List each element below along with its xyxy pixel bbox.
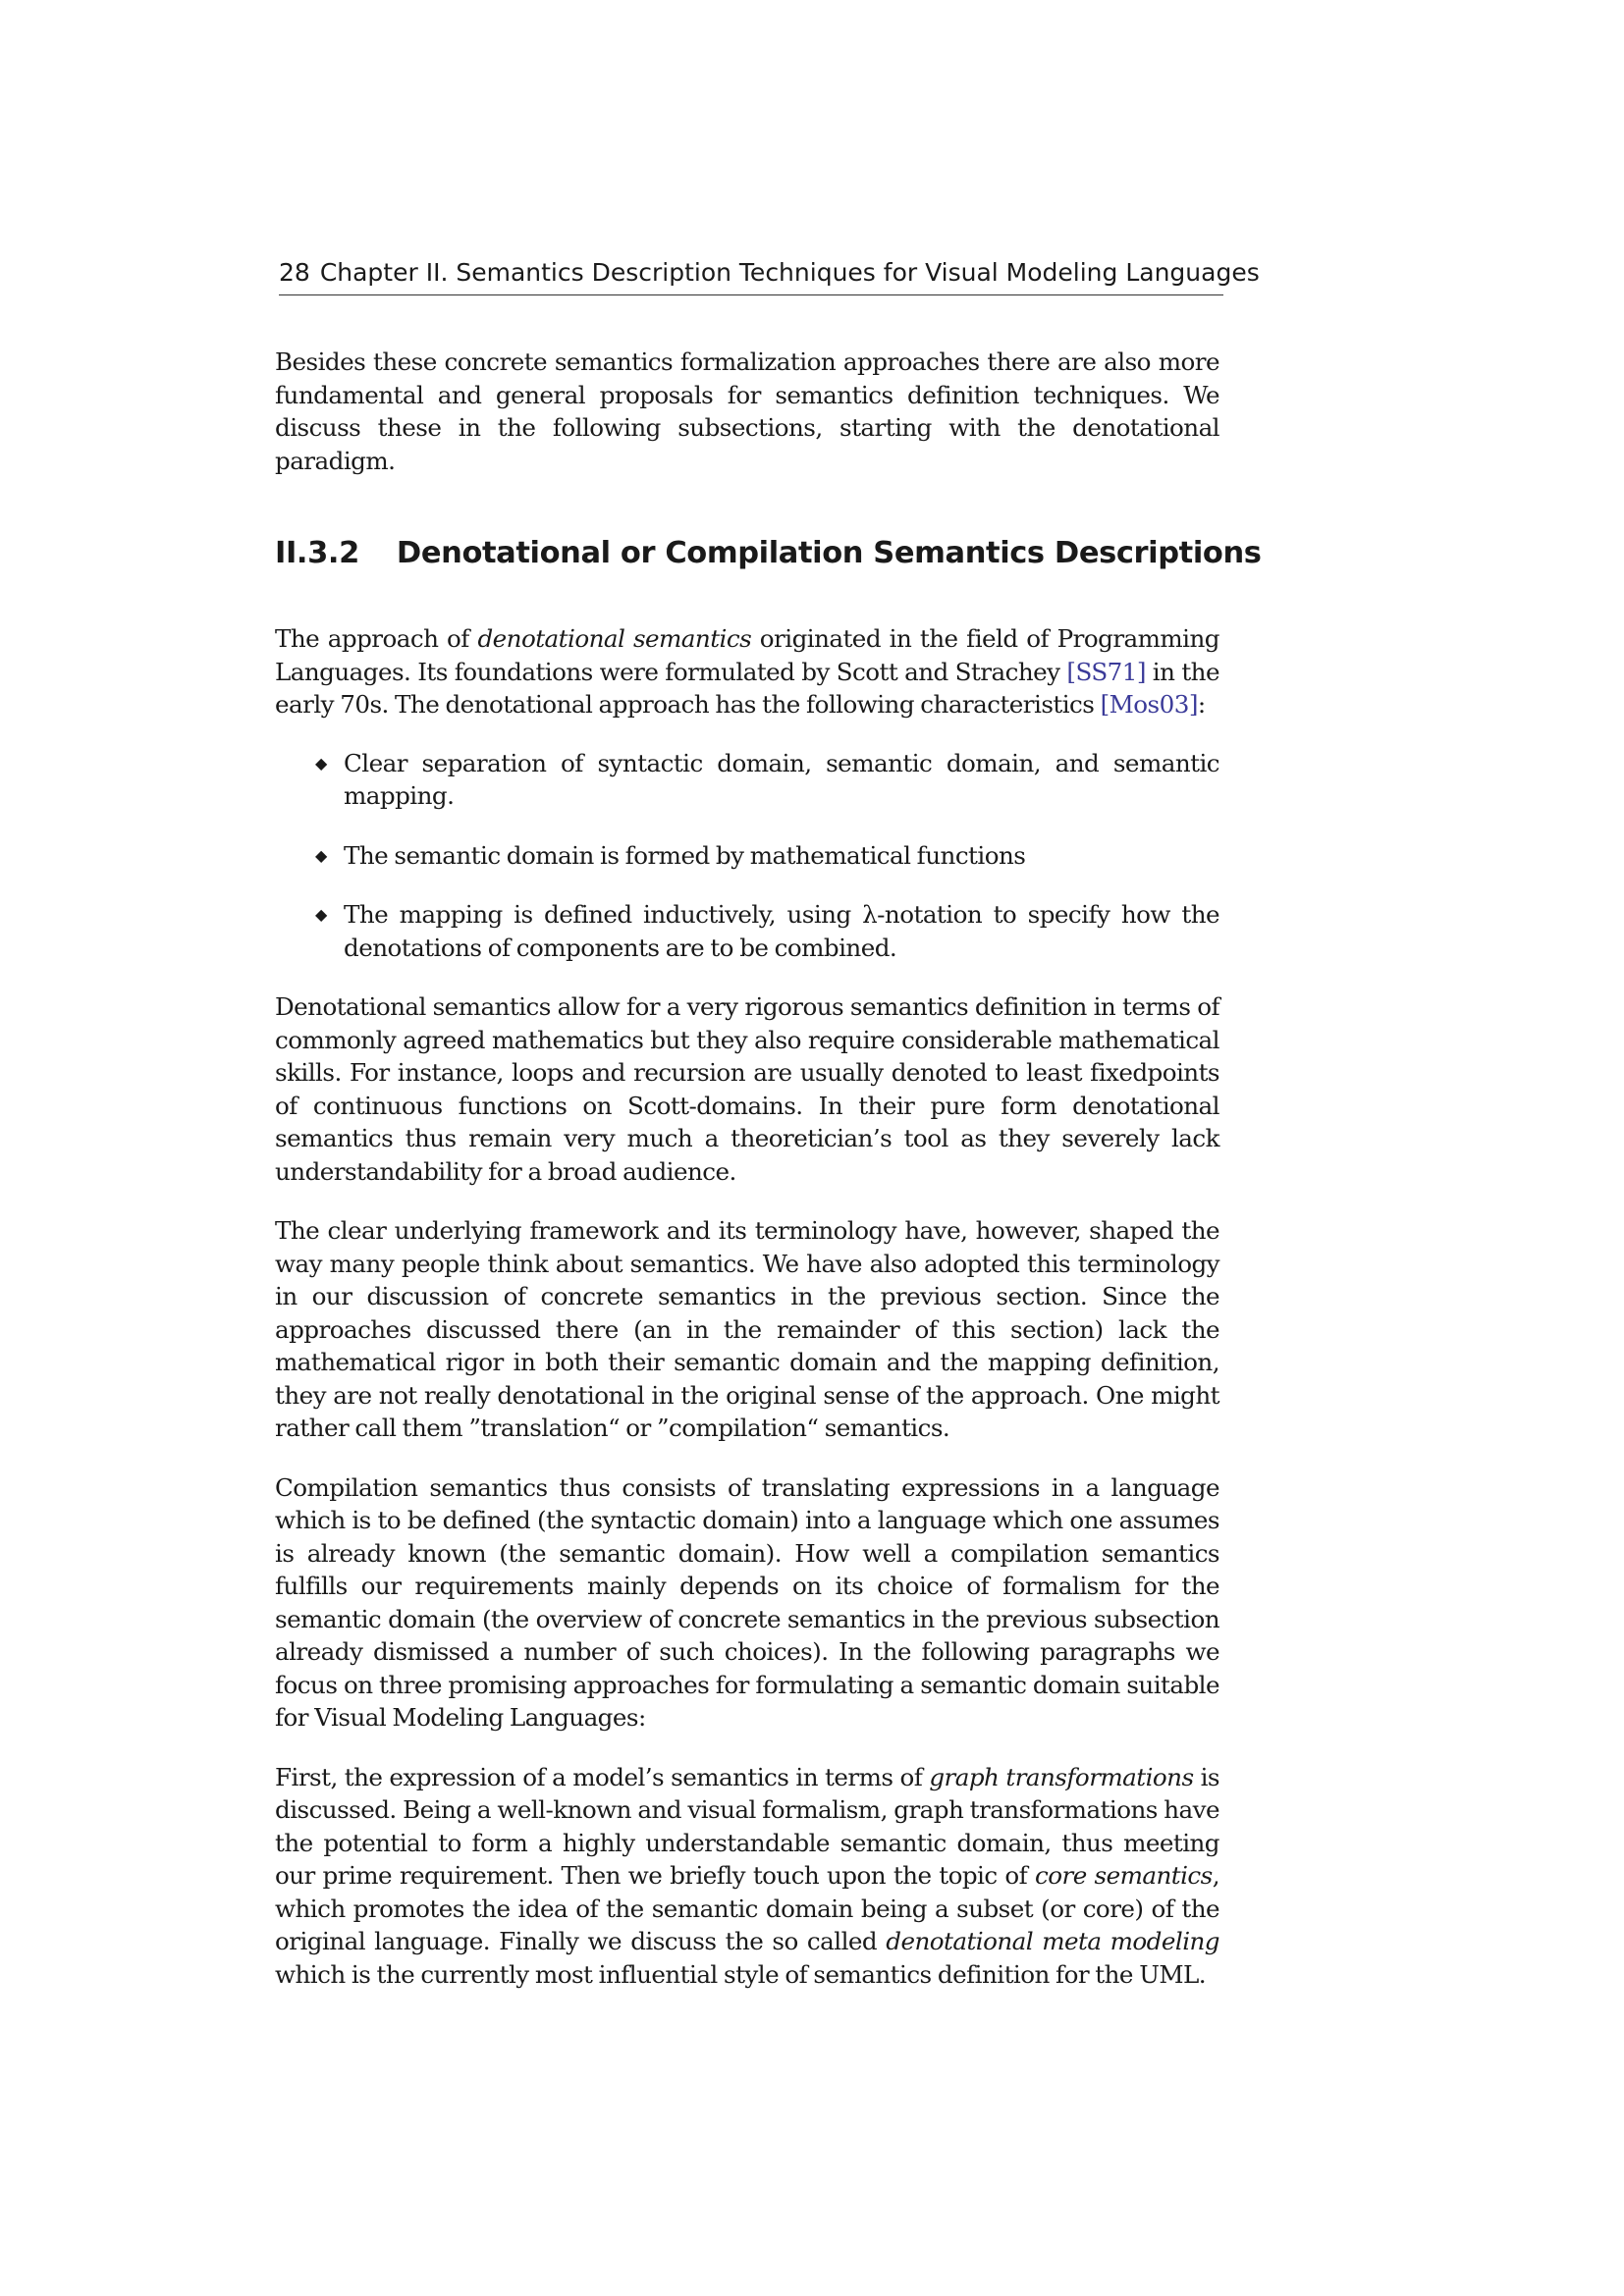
- term-denotational-meta-modeling: denotational meta modeling: [886, 1927, 1219, 1955]
- diamond-bullet-icon: ◆: [315, 753, 327, 773]
- running-header: [279, 255, 1260, 295]
- para5-text-b: is discussed. Being a well-known and visual formalism, graph transformations have the potential to form a highly understandable semantic domain, thus meeting our prime requirement. Then we briefly touch upon the topic of: [275, 1762, 1219, 1890]
- list-item: [315, 898, 1219, 964]
- term-denotational-semantics: denotational semantics: [477, 624, 752, 653]
- section-body: [275, 622, 1219, 1991]
- list-item-text: Clear separation of syntactic domain, semantic domain, and semantic mapping.: [344, 748, 1219, 810]
- citation-mos03[interactable]: [Mos03]: [1100, 690, 1198, 719]
- citation-ss71[interactable]: [SS71]: [1066, 657, 1146, 686]
- intro-paragraph: Besides these concrete semantics formalization approaches there are also more fundamental and general proposals for semantics definition techniques. We discuss these in the following subsections, starting with the denotational paradigm.: [275, 347, 1219, 475]
- diamond-bullet-icon: ◆: [315, 845, 327, 865]
- section-number: II.3.2: [275, 536, 359, 570]
- page-number: 28: [279, 258, 310, 287]
- list-item: [315, 747, 1219, 813]
- running-title: Chapter II. Semantics Description Techniques for Visual Modeling Languages: [319, 258, 1260, 287]
- intro-block: [275, 346, 1219, 477]
- paragraph-terminology: The clear underlying framework and its terminology have, however, shaped the way many people think about semantics. We have also adopted this terminology in our discussion of concrete semantics in the previous section. Since the approaches discussed there (an in the remainder of this section) lack the mathematical rigor in both their semantic domain and the mapping definition, they are not really denotational in the original sense of the approach. One might rather call them ”translation“ or ”compilation“ semantics.: [275, 1216, 1219, 1442]
- para1-text-c: in the early 70s. The denotational approach has the following characteristics: [275, 657, 1219, 719]
- paragraph-approaches: [275, 1761, 1219, 1992]
- para5-text-a: First, the expression of a model’s semantics in terms of: [275, 1762, 930, 1791]
- para1-text-d: :: [1197, 690, 1206, 719]
- list-item-text: The semantic domain is formed by mathematical functions: [344, 840, 1026, 870]
- para5-text-c: , which promotes the idea of the semantic domain being a subset (or core) of the original language. Finally we discuss the so called: [275, 1861, 1219, 1955]
- para1-text-a: The approach of: [275, 624, 478, 653]
- term-graph-transformations: graph transformations: [929, 1762, 1194, 1791]
- list-item: [315, 839, 1219, 873]
- term-core-semantics: core semantics: [1035, 1861, 1213, 1890]
- paragraph-compilation: Compilation semantics thus consists of translating expressions in a language which is to be defined (the syntactic domain) into a language which one assumes is already known (the semantic domain). How well a compilation semantics fulfills our requirements mainly depends on its choice of formalism for the semantic domain (the overview of concrete semantics in the previous subsection already dismissed a number of such choices). In the following paragraphs we focus on three promising approaches for formulating a semantic domain suitable for Visual Modeling Languages:: [275, 1472, 1219, 1732]
- para5-text-d: which is the currently most influential style of semantics definition for the UML.: [275, 1959, 1207, 1989]
- diamond-bullet-icon: ◆: [315, 905, 327, 924]
- characteristics-list: [275, 747, 1219, 965]
- section-heading: [275, 534, 1262, 573]
- section-title: Denotational or Compilation Semantics Descriptions: [396, 536, 1262, 570]
- list-item-text: The mapping is defined inductively, using λ-notation to specify how the denotations of components are to be combined.: [344, 900, 1219, 962]
- paragraph-rigor: Denotational semantics allow for a very rigorous semantics definition in terms of commonly agreed mathematics but they also require considerable mathematical skills. For instance, loops and recursion are usually denoted to least fixedpoints of continuous functions on Scott-domains. In their pure form denotational semantics thus remain very much a theoretician’s tool as they severely lack understandability for a broad audience.: [275, 992, 1219, 1186]
- paragraph-denotational-intro: [275, 622, 1219, 721]
- para1-text-b: originated in the field of Programming Languages. Its foundations were formulated by Scott and Strachey: [275, 624, 1219, 686]
